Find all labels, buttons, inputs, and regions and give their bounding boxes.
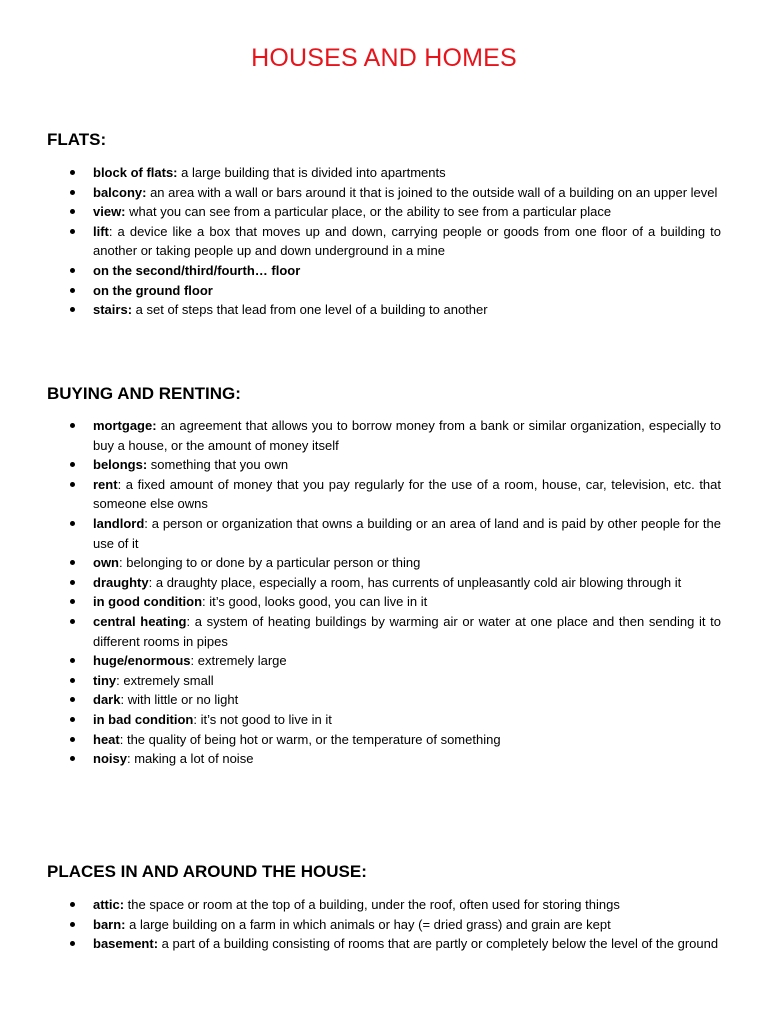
entry-definition: a large building on a farm in which animals or hay (= dried grass) and grain are kept (125, 916, 611, 932)
vocabulary-entry (47, 455, 721, 475)
entry-definition: : a device like a box that moves up and down, carrying people or goods from one floor of a building to another or taking people up and down underground in a mine (93, 223, 721, 259)
vocabulary-entry (47, 416, 721, 455)
vocabulary-entry (47, 710, 721, 730)
entry-term: mortgage: (93, 418, 157, 433)
entry-term: tiny (93, 672, 117, 688)
vocabulary-entry (47, 690, 721, 710)
bullet-icon (70, 190, 75, 195)
entry-term: on the ground floor (93, 282, 213, 298)
entry-definition: a part of a building consisting of rooms that are partly or completely below the level of the ground (158, 936, 719, 952)
vocabulary-list (47, 163, 721, 320)
section-heading: FLATS: (47, 130, 107, 149)
entry-term: on the second/third/fourth… floor (93, 262, 301, 278)
entry-term: in good condition (93, 594, 203, 610)
entry-definition: a large building that is divided into apartments (177, 165, 446, 180)
vocabulary-entry (47, 915, 721, 935)
entry-definition: what you can see from a particular place, or the ability to see from a particular place (125, 204, 612, 220)
bullet-icon (70, 462, 75, 467)
entry-definition: : belonging to or done by a particular person or thing (119, 555, 421, 571)
entry-term: huge/enormous (93, 653, 191, 669)
bullet-icon (70, 756, 75, 761)
entry-term: belongs: (93, 457, 148, 473)
entry-term: landlord (93, 515, 145, 531)
entry-term: barn: (93, 916, 126, 932)
entry-definition: something that you own (147, 457, 289, 473)
vocabulary-entry (47, 730, 721, 750)
vocabulary-entry (47, 514, 721, 553)
entry-term: own (93, 555, 119, 571)
entry-definition: the space or room at the top of a building, under the roof, often used for storing things (124, 897, 620, 912)
entry-term: noisy (93, 751, 127, 767)
entry-definition: : it’s not good to live in it (193, 711, 332, 727)
entry-definition: : it’s good, looks good, you can live in it (202, 594, 428, 610)
vocabulary-list (47, 416, 721, 769)
section-places-in-and-around-the-house (47, 862, 721, 954)
entry-term: balcony: (93, 184, 147, 200)
entry-term: in bad condition (93, 711, 194, 727)
entry-term: lift (93, 223, 109, 239)
vocabulary-entry (47, 651, 721, 671)
vocabulary-entry (47, 475, 721, 514)
bullet-icon (70, 482, 75, 487)
bullet-icon (70, 268, 75, 273)
entry-definition: : a draughty place, especially a room, has currents of unpleasantly cold air blowing through it (148, 574, 682, 590)
entry-term: attic: (93, 897, 125, 912)
entry-definition: : a fixed amount of money that you pay regularly for the use of a room, house, car, television, etc. that someone else owns (93, 476, 721, 512)
section-buying-and-renting (47, 384, 721, 769)
vocabulary-list (47, 895, 721, 954)
entry-definition: : extremely small (116, 672, 214, 688)
entry-definition: : making a lot of noise (126, 751, 254, 767)
entry-definition: : a person or organization that owns a building or an area of land and is paid by other people for the use of it (93, 515, 721, 551)
bullet-icon (70, 599, 75, 604)
bullet-icon (70, 678, 75, 683)
bullet-icon (70, 521, 75, 526)
entry-definition: : with little or no light (120, 692, 239, 708)
bullet-icon (70, 307, 75, 312)
section-heading: BUYING AND RENTING: (47, 384, 241, 403)
entry-definition: an area with a wall or bars around it that is joined to the outside wall of a building on an upper level (146, 184, 718, 200)
entry-definition: a set of steps that lead from one level of a building to another (132, 302, 488, 318)
bullet-icon (70, 941, 75, 946)
vocabulary-entry (47, 671, 721, 691)
entry-term: view: (93, 204, 126, 220)
entry-term: basement: (93, 936, 159, 952)
bullet-icon (70, 423, 75, 428)
section-flats (47, 130, 721, 320)
entry-definition: : a system of heating buildings by warming air or water at one place and then sending it to different rooms in pipes (93, 613, 721, 649)
bullet-icon (70, 580, 75, 585)
entry-term: dark (93, 692, 121, 708)
vocabulary-entry (47, 573, 721, 593)
entry-term: rent (93, 476, 118, 492)
vocabulary-entry (47, 163, 721, 183)
vocabulary-entry (47, 553, 721, 573)
bullet-icon (70, 288, 75, 293)
entry-term: block of flats: (93, 165, 178, 180)
bullet-icon (70, 229, 75, 234)
page-title: HOUSES AND HOMES (251, 44, 517, 72)
entry-term: central heating (93, 613, 187, 629)
bullet-icon (70, 737, 75, 742)
entry-definition: an agreement that allows you to borrow money from a bank or similar organization, especially to buy a house, or the amount of money itself (93, 418, 721, 453)
bullet-icon (70, 170, 75, 175)
bullet-icon (70, 922, 75, 927)
vocabulary-entry (47, 749, 721, 769)
entry-term: draughty (93, 574, 149, 590)
entry-term: heat (93, 731, 120, 747)
entry-definition: : the quality of being hot or warm, or the temperature of something (119, 731, 501, 747)
vocabulary-entry (47, 202, 721, 222)
vocabulary-entry (47, 183, 721, 203)
vocabulary-entry (47, 222, 721, 261)
vocabulary-entry (47, 612, 721, 651)
vocabulary-entry (47, 300, 721, 320)
entry-term: stairs: (93, 302, 133, 318)
entry-definition: : extremely large (190, 653, 287, 669)
section-heading: PLACES IN AND AROUND THE HOUSE: (47, 862, 367, 881)
vocabulary-entry (47, 261, 721, 281)
vocabulary-entry (47, 281, 721, 301)
bullet-icon (70, 209, 75, 214)
bullet-icon (70, 902, 75, 907)
bullet-icon (70, 560, 75, 565)
vocabulary-entry (47, 934, 721, 954)
bullet-icon (70, 658, 75, 663)
vocabulary-entry (47, 592, 721, 612)
bullet-icon (70, 619, 75, 624)
vocabulary-entry (47, 895, 721, 915)
bullet-icon (70, 697, 75, 702)
bullet-icon (70, 717, 75, 722)
